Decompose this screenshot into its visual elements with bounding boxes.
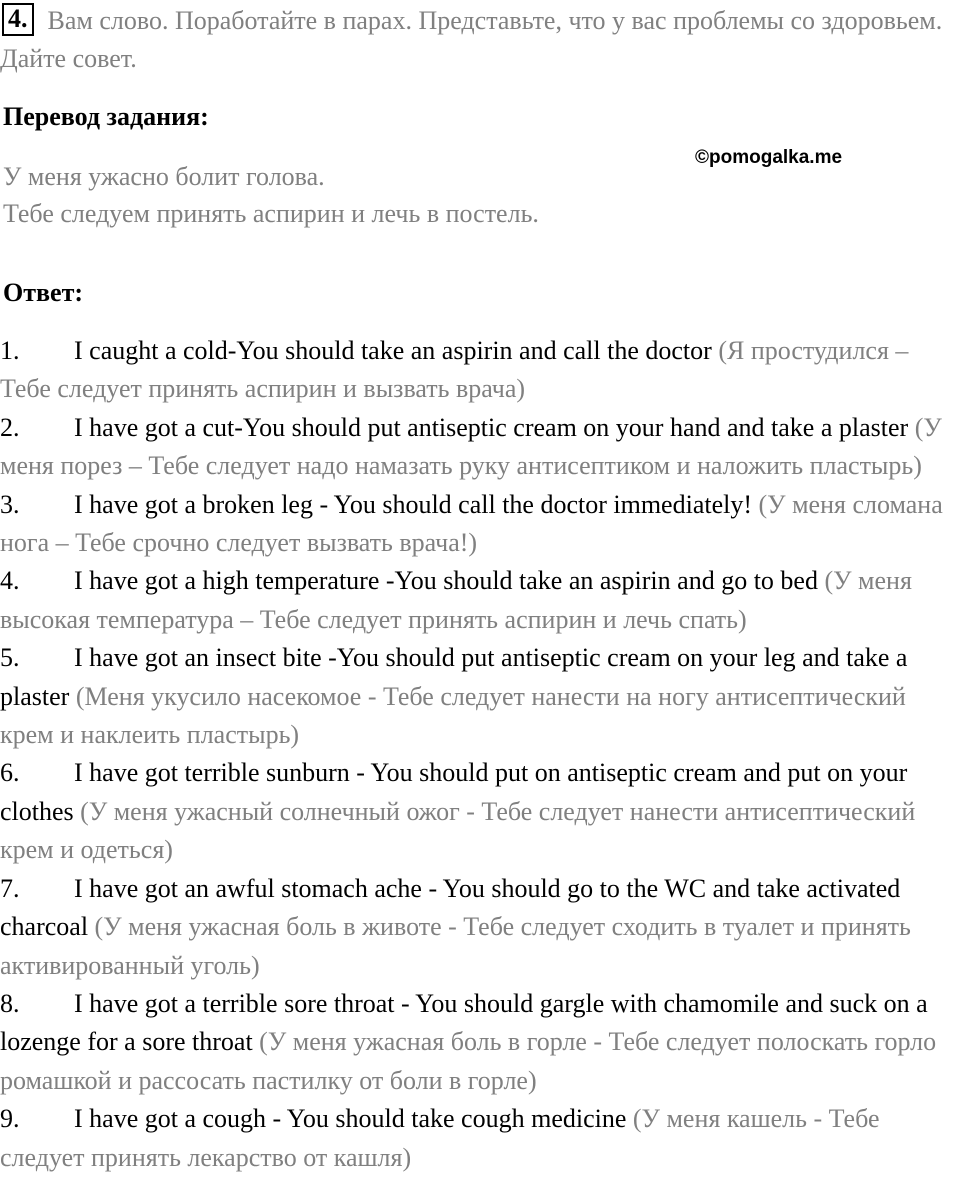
answer-english: I caught a cold-You should take an aspirin and call the doctor	[74, 336, 712, 365]
answer-item	[0, 639, 958, 754]
answer-russian: (У меня ужасный солнечный ожог - Тебе следует нанести антисептический крем и одеться)	[0, 796, 916, 865]
answer-number: 6.	[0, 758, 20, 788]
answer-english: I have got an insect bite -You should put antiseptic cream on your leg and take a plaster	[0, 643, 908, 711]
answer-english: I have got a broken leg - You should call the doctor immediately!	[74, 489, 753, 519]
watermark: ©pomogalka.me	[695, 147, 843, 168]
translation-block	[3, 158, 539, 232]
answer-russian: (У меня высокая температура – Тебе следует принять аспирин и лечь спать)	[0, 566, 912, 634]
answer-number: 7.	[0, 873, 20, 903]
answer-item	[0, 754, 958, 869]
answer-russian: (Я простудился – Тебе следует принять аспирин и вызвать врача)	[0, 336, 909, 404]
answer-english: I have got an awful stomach ache - You should go to the WC and take activated charcoal	[0, 873, 901, 942]
translation-line: У меня ужасно болит голова.	[3, 162, 325, 191]
task-statement	[0, 2, 950, 78]
answer-item	[0, 985, 958, 1100]
answer-number: 8.	[0, 988, 20, 1018]
answer-english: I have got terrible sunburn - You should put on antiseptic cream and put on your clothes	[0, 758, 908, 826]
answer-russian: (У меня ужасная боль в животе - Тебе следует сходить в туалет и принять активированный уголь)	[0, 912, 911, 980]
answer-item	[0, 1100, 958, 1177]
answer-english: I have got a cut-You should put antiseptic cream on your hand and take a plaster	[74, 412, 909, 442]
task-text: Вам слово. Поработайте в парах. Представьте, что у вас проблемы со здоровьем. Дайте совет.	[0, 6, 943, 73]
task-number-box: 4.	[2, 3, 34, 36]
answer-russian: (У меня сломана нога – Тебе срочно следует вызвать врача!)	[0, 489, 943, 558]
answer-russian: (У меня порез – Тебе следует надо намазать руку антисептиком и наложить пластырь)	[0, 412, 942, 481]
answer-english: I have got a terrible sore throat - You should gargle with chamomile and suck on a lozenge for a sore throat	[0, 988, 928, 1057]
answer-english: I have got a high temperature -You should take an aspirin and go to bed	[74, 566, 818, 596]
translation-line: Тебе следуем принять аспирин и лечь в постель.	[3, 199, 539, 228]
answer-number: 2.	[0, 412, 20, 442]
answer-heading: Ответ:	[3, 278, 84, 307]
answer-number: 5.	[0, 643, 20, 673]
answer-number: 9.	[0, 1104, 20, 1134]
answer-number: 3.	[0, 489, 20, 519]
answer-item	[0, 486, 958, 563]
answer-number: 1.	[0, 336, 20, 365]
translation-heading: Перевод задания:	[3, 102, 209, 131]
answer-item	[0, 332, 958, 409]
answer-russian: (У меня ужасная боль в горле - Тебе следует полоскать горло ромашкой и рассосать пастилку от боли в горле)	[0, 1027, 937, 1095]
answer-english: I have got a cough - You should take cough medicine	[74, 1104, 627, 1134]
answer-list	[0, 332, 958, 1177]
answer-number: 4.	[0, 566, 20, 596]
answer-russian: (Меня укусило насекомое - Тебе следует нанести на ногу антисептический крем и наклеить пластырь)	[0, 681, 906, 750]
answer-item	[0, 409, 958, 486]
answer-item	[0, 562, 958, 639]
answer-item	[0, 870, 958, 985]
answer-russian: (У меня кашель - Тебе следует принять лекарство от кашля)	[0, 1104, 880, 1172]
